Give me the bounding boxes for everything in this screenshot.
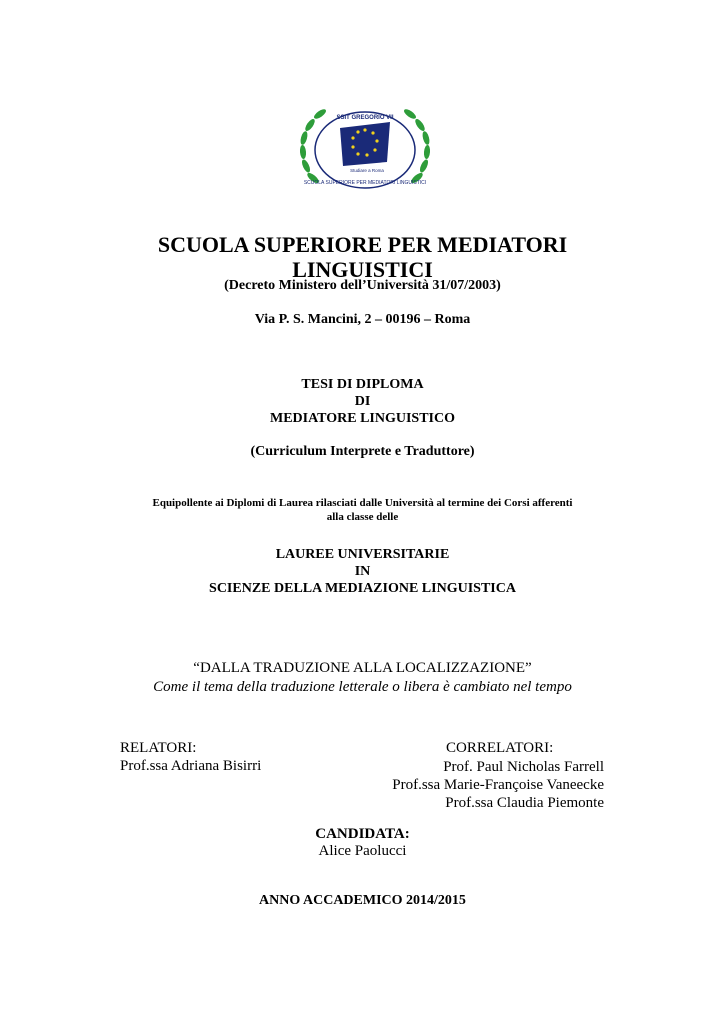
school-logo [295,100,435,200]
school-title-line2: LINGUISTICI [292,257,433,282]
co-advisor-name: Prof.ssa Marie-Françoise Vaneecke [392,777,604,793]
degree-class-line1: LAUREE UNIVERSITARIE [275,547,450,562]
thesis-type-line2: DI [354,394,371,409]
thesis-type-line1: TESI DI DIPLOMA [301,377,424,392]
candidate-label: CANDIDATA: [315,826,410,842]
thesis-subtitle: Come il tema della traduzione letterale o libera è cambiato nel tempo [153,679,572,695]
logo-text-top: SSIT GREGORIO VII [336,115,394,121]
degree-class-line3: SCIENZE DELLA MEDIAZIONE LINGUISTICA [209,581,516,596]
eu-flag-icon [340,122,390,166]
decree-line: (Decreto Ministero dell’Università 31/07/2003) [224,278,501,293]
equivalence-line1: Equipollente ai Diplomi di Laurea rilasciati dalle Università al termine dei Corsi afferenti [152,497,573,509]
logo-text-ring: SCUOLA SUPERIORE PER MEDIATORI LINGUISTICI [303,180,427,186]
thesis-type-line3: MEDIATORE LINGUISTICO [269,411,456,426]
school-title [0,232,725,282]
school-title-line1: SCUOLA SUPERIORE PER MEDIATORI [157,232,568,257]
co-advisor-name: Prof.ssa Claudia Piemonte [445,795,604,811]
advisors-label: RELATORI: [120,740,197,756]
thesis-title: “DALLA TRADUZIONE ALLA LOCALIZZAZIONE” [193,660,532,676]
candidate-name: Alice Paolucci [318,843,407,859]
equivalence-line2: alla classe delle [326,511,399,523]
advisor-name: Prof.ssa Adriana Bisirri [120,758,262,774]
degree-class [0,546,725,597]
academic-year: ANNO ACCADEMICO 2014/2015 [259,893,466,908]
thesis-type [0,376,725,427]
degree-class-line2: IN [354,564,371,579]
co-advisor-name: Prof. Paul Nicholas Farrell [443,759,604,775]
co-advisors-label: CORRELATORI: [446,740,554,756]
equivalence-note [0,496,725,524]
curriculum-line: (Curriculum Interprete e Traduttore) [250,444,475,459]
address-line: Via P. S. Mancini, 2 – 00196 – Roma [254,312,471,327]
logo-text-small: Studiare a Roma [350,168,384,173]
co-advisors-list [392,758,604,812]
